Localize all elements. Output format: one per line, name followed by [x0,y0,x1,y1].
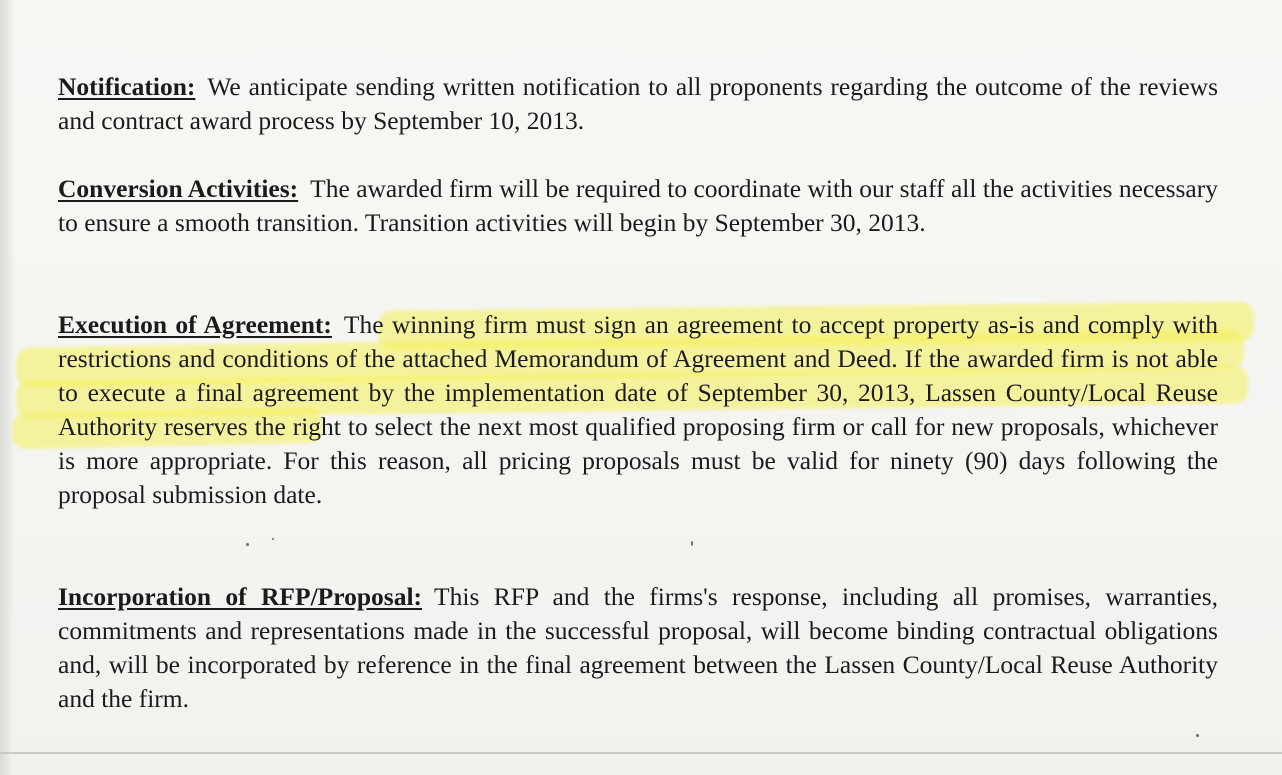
conversion-activities-heading: Conversion Activities: [58,174,299,203]
scan-speck [1196,734,1199,737]
execution-of-agreement-heading: Execution of Agreement: [58,310,332,339]
conversion-activities-body: The awarded firm will be required to coordinate with our staff all the activities necessary to ensure a smooth transition. Transition activities will begin by September 30, 2013. [58,174,1218,237]
scan-speck [691,541,693,546]
page-edge-shadow [0,0,14,775]
execution-of-agreement-paragraph [58,308,1218,512]
incorporation-body: This RFP and the firms's response, including all promises, warranties, commitments and representations made in the successful proposal, will become binding contractual obligations and, will be incorporated by reference in the final agreement between the Lassen County/Local Reuse Authority and the firm. [58,582,1218,713]
notification-paragraph [58,70,1218,138]
page-bottom-edge [0,752,1282,754]
execution-of-agreement-body: The winning firm must sign an agreement to accept property as-is and comply with restrictions and conditions of the attached Memorandum of Agreement and Deed. If the awarded firm is not able to execute a final agreement by the implementation date of September 30, 2013, Lassen County/Local Reuse Authority reserves the right to select the next most qualified proposing firm or call for new proposals, whichever is more appropriate. For this reason, all pricing proposals must be valid for ninety (90) days following the proposal submission date. [58,310,1218,509]
conversion-activities-paragraph [58,172,1218,240]
scan-speck [246,543,249,546]
incorporation-paragraph [58,580,1218,716]
notification-heading: Notification: [58,72,196,101]
notification-body: We anticipate sending written notification to all proponents regarding the outcome of the reviews and contract award process by September 10, 2013. [58,72,1218,135]
scan-speck [272,538,274,540]
incorporation-heading: Incorporation of RFP/Proposal: [58,582,423,611]
